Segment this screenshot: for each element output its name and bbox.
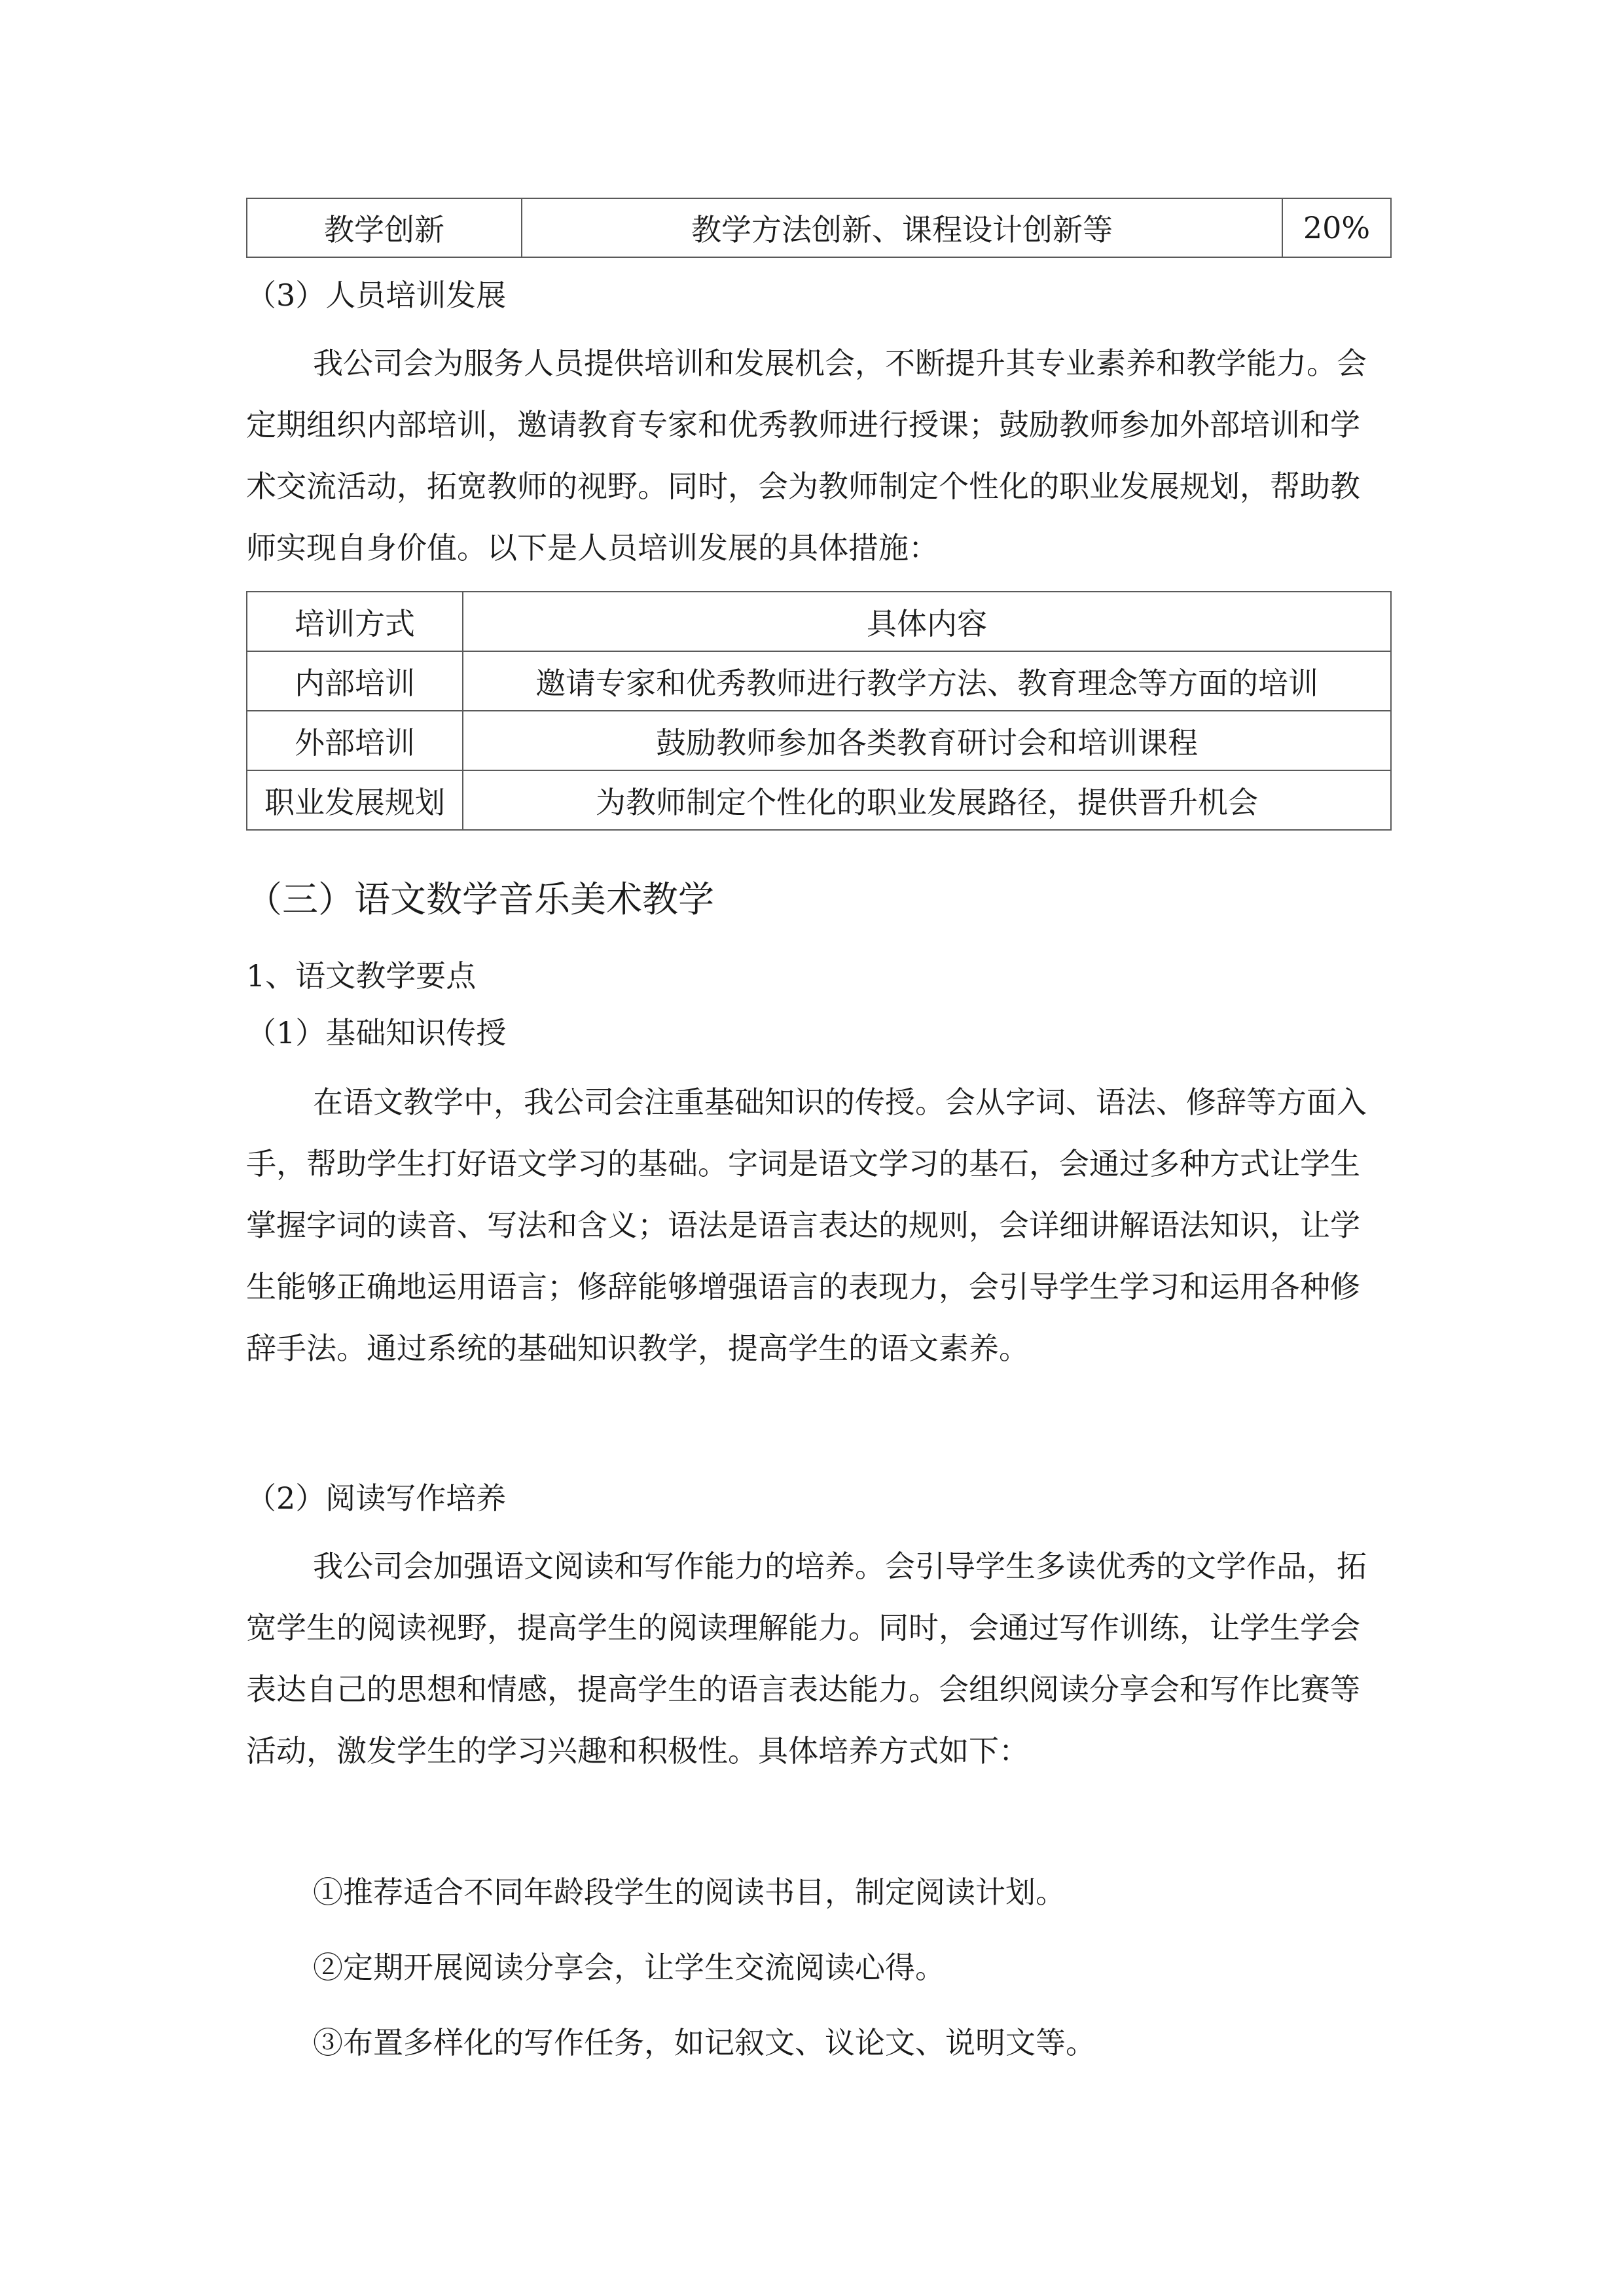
list-item: ③布置多样化的写作任务，如记叙文、议论文、说明文等。 xyxy=(313,2025,1096,2060)
table-cell: 20% xyxy=(1282,198,1391,257)
table-cell: 鼓励教师参加各类教育研讨会和培训课程 xyxy=(463,711,1391,770)
table-cell: 内部培训 xyxy=(247,651,463,711)
subsection-heading: （2）阅读写作培养 xyxy=(246,1480,507,1516)
training-table xyxy=(246,591,1392,831)
table-header-row xyxy=(247,592,1391,651)
table-row xyxy=(247,770,1391,830)
subsection-heading: （1）基础知识传授 xyxy=(246,1015,507,1050)
table-row xyxy=(247,651,1391,711)
paragraph-basics: 在语文教学中，我公司会注重基础知识的传授。会从字词、语法、修辞等方面入手，帮助学生打好语文学习的基础。字词是语文学习的基石，会通过多种方式让学生掌握字词的读音、写法和含义；语法是语言表达的规则，会详细讲解语法知识，让学生能够正确地运用语言；修辞能够增强语言的表现力，会引导学生学习和运用各种修辞手法。通过系统的基础知识教学，提高学生的语文素养。 xyxy=(246,1085,1367,1366)
table-row xyxy=(247,198,1391,257)
paragraph-reading-writing: 我公司会加强语文阅读和写作能力的培养。会引导学生多读优秀的文学作品，拓宽学生的阅读视野，提高学生的阅读理解能力。同时，会通过写作训练，让学生学会表达自己的思想和情感，提高学生的语言表达能力。会组织阅读分享会和写作比赛等活动，激发学生的学习兴趣和积极性。具体培养方式如下： xyxy=(246,1549,1367,1768)
table-cell: 邀请专家和优秀教师进行教学方法、教育理念等方面的培训 xyxy=(463,651,1391,711)
list-item: ②定期开展阅读分享会，让学生交流阅读心得。 xyxy=(313,1950,945,1985)
section-title: （三）语文数学音乐美术教学 xyxy=(246,878,715,920)
paragraph-training: 我公司会为服务人员提供培训和发展机会，不断提升其专业素养和教学能力。会定期组织内部培训，邀请教育专家和优秀教师进行授课；鼓励教师参加外部培训和学术交流活动，拓宽教师的视野。同时，会为教师制定个性化的职业发展规划，帮助教师实现自身价值。以下是人员培训发展的具体措施： xyxy=(246,346,1367,565)
evaluation-table xyxy=(246,198,1392,258)
section-heading-training: （3）人员培训发展 xyxy=(246,278,507,313)
table-cell: 教学方法创新、课程设计创新等 xyxy=(522,198,1282,257)
table-header-cell: 具体内容 xyxy=(463,592,1391,651)
table-cell: 外部培训 xyxy=(247,711,463,770)
subsection-heading: 1、语文教学要点 xyxy=(246,958,477,994)
table-cell: 为教师制定个性化的职业发展路径，提供晋升机会 xyxy=(463,770,1391,830)
table-header-cell: 培训方式 xyxy=(247,592,463,651)
table-row xyxy=(247,711,1391,770)
table-cell: 教学创新 xyxy=(247,198,522,257)
table-cell: 职业发展规划 xyxy=(247,770,463,830)
list-item: ①推荐适合不同年龄段学生的阅读书目，制定阅读计划。 xyxy=(313,1874,1066,1910)
